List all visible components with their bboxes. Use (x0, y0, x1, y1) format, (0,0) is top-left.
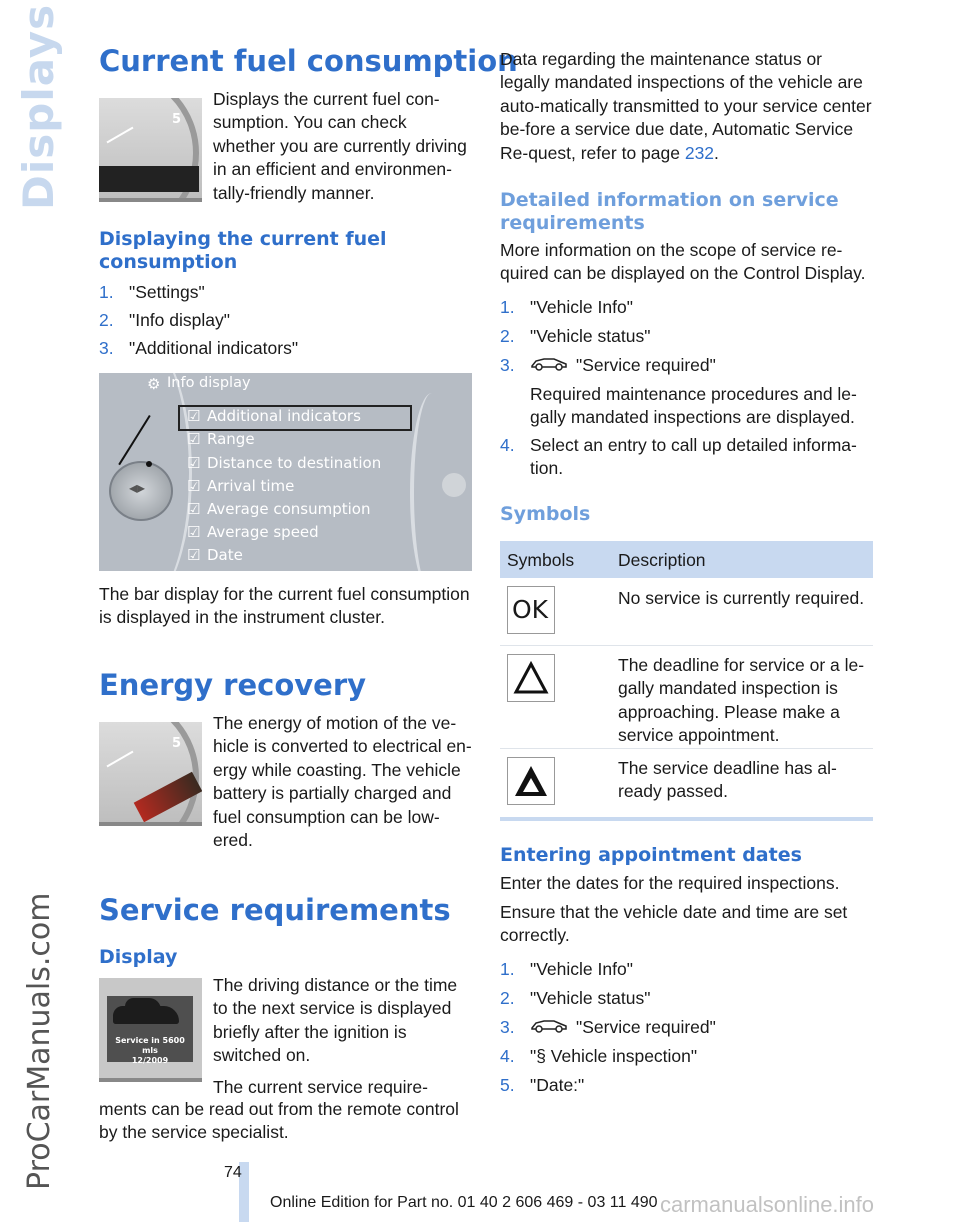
checkbox-icon: ☑ (187, 407, 201, 425)
car-icon (530, 1016, 576, 1039)
menu-item: ☑ Average consumption (187, 500, 371, 518)
maintenance-intro: Data regarding the maintenance status or legally mandated inspections of the vehicle are auto-matically transmitted to your service center be-fore a service due date, Automatic Service Re-quest, refer to page 232. (500, 49, 872, 163)
menu-item: ☑ Range (187, 430, 255, 448)
gauge-number: 5 (172, 112, 182, 127)
fuel-heading: Current fuel consumption (99, 44, 518, 78)
menu-item: ☑ Distance to destination (187, 454, 382, 472)
fuel-intro: Displays the current fuel con- sumption. You can check whether you are currently driving in an efficient and environmen- tally-friendly manner. (213, 89, 467, 203)
warning-filled-icon (507, 757, 555, 805)
menu-item: ☑ Date (187, 546, 243, 564)
service-screen-date: 12/2009 (131, 1056, 169, 1065)
car-icon (530, 354, 576, 377)
menu-title: Info display (167, 375, 251, 391)
detail-step-2: 2. "Vehicle status" (500, 326, 651, 346)
fuel-subheading: Displaying the current fuel consumption (99, 228, 387, 273)
col-description: Description (618, 550, 706, 570)
edition-line: Online Edition for Part no. 01 40 2 606 469 - 03 11 490 carmanualsonline.info (270, 1192, 875, 1217)
display-subheading: Display (99, 946, 178, 968)
table-row: OK No service is currently required. (500, 578, 873, 646)
appointment-text-1: Enter the dates for the required inspections. (500, 873, 840, 893)
gear-icon: ⚙ (147, 376, 161, 393)
table-row: The deadline for service or a le-gally mandated inspection is approaching. Please make a service appointment. (500, 646, 873, 749)
info-display-screenshot (99, 373, 472, 571)
page-number: 74 (224, 1164, 242, 1181)
fuel-step-3: 3. "Additional indicators" (99, 338, 299, 358)
menu-item: ☑ Additional indicators (187, 407, 361, 425)
detail-step-3: 3. "Service required" (500, 354, 716, 377)
menu-item: ☑ Average speed (187, 523, 319, 541)
service-screen-line: Service in 5600 mls (115, 1036, 185, 1055)
checkbox-icon: ☑ (187, 500, 201, 518)
col-symbols: Symbols (507, 550, 575, 570)
service-heading: Service requirements (99, 893, 451, 927)
menu-item: ☑ Arrival time (187, 477, 295, 495)
checkbox-icon: ☑ (187, 430, 201, 448)
controller-knob: ◂▸ (109, 461, 173, 521)
fuel-outro: The bar display for the current fuel consumption is displayed in the instrument cluster. (99, 584, 470, 628)
energy-text: The energy of motion of the ve- hicle is converted to electrical en- ergy while coasting. The vehicle battery is partially charged and fuel consumption can be low- ered. (213, 713, 472, 851)
appt-step-2: 2. "Vehicle status" (500, 988, 651, 1008)
detail-text: More information on the scope of service re-quired can be displayed on the Control Display. (500, 240, 866, 284)
warning-outline-icon (507, 654, 555, 702)
detail-step-1: 1. "Vehicle Info" (500, 297, 633, 317)
footer-watermark: carmanualsonline.info (660, 1192, 875, 1217)
fuel-step-2: 2. "Info display" (99, 310, 230, 330)
energy-heading: Energy recovery (99, 668, 367, 702)
section-title: Displays (14, 3, 63, 210)
checkbox-icon: ☑ (187, 454, 201, 472)
checkbox-icon: ☑ (187, 546, 201, 564)
table-header (500, 541, 873, 578)
fuel-step-1: 1. "Settings" (99, 282, 205, 302)
appt-step-4: 4. "§ Vehicle inspection" (500, 1046, 698, 1066)
ok-icon: OK (507, 586, 555, 634)
energy-gauge-image (99, 722, 202, 826)
symbols-heading: Symbols (500, 503, 591, 525)
side-watermark: ProCarManuals.com (22, 892, 57, 1190)
page-ref-link[interactable]: 232 (684, 142, 715, 163)
appointment-heading: Entering appointment dates (500, 844, 802, 866)
detail-step-3-note: Required maintenance procedures and le-gally mandated inspections are displayed. (530, 384, 857, 428)
checkbox-icon: ☑ (187, 523, 201, 541)
gauge-number: 5 (172, 736, 182, 751)
appt-step-3: 3. "Service required" (500, 1016, 716, 1039)
service-text: The driving distance or the time to the next service is displayed briefly after the ignition is switched on. The current service require- (213, 975, 458, 1097)
service-display-image (99, 978, 202, 1082)
fuel-gauge-image (99, 98, 202, 202)
checkbox-icon: ☑ (187, 477, 201, 495)
detail-step-4: 4. Select an entry to call up detailed informa-tion. (500, 435, 857, 479)
service-text-cont: ments can be read out from the remote control by the service specialist. (99, 1099, 459, 1143)
detail-heading: Detailed information on service requirements (500, 189, 839, 234)
appt-step-5: 5. "Date:" (500, 1075, 585, 1095)
table-row: The service deadline has al-ready passed. (500, 749, 873, 819)
appt-step-1: 1. "Vehicle Info" (500, 959, 633, 979)
appointment-text-2: Ensure that the vehicle date and time are set correctly. (500, 902, 848, 946)
